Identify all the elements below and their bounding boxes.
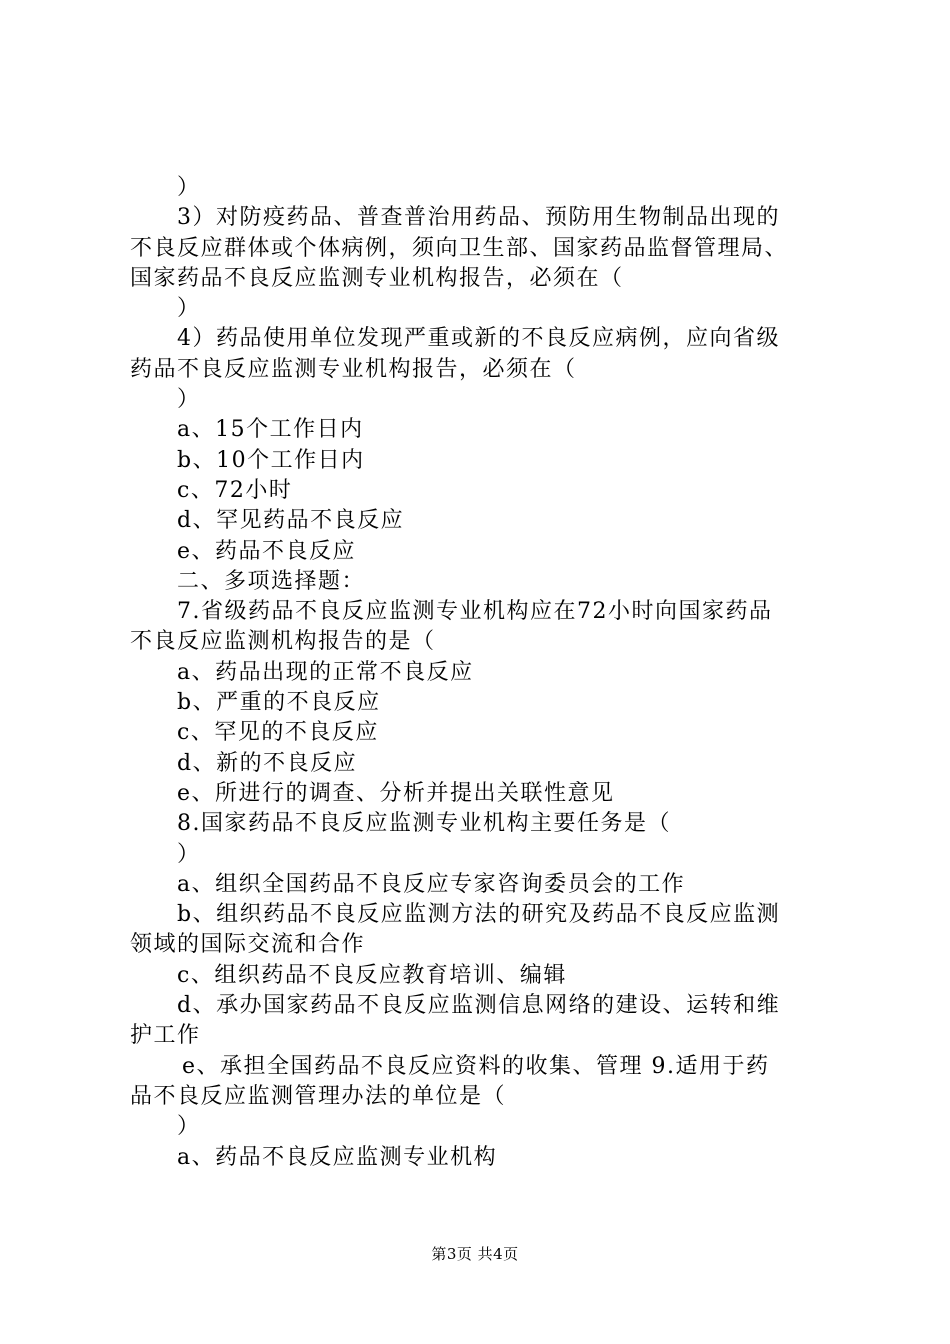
- text-line: ）: [177, 1114, 201, 1140]
- text-line: 不良反应群体或个体病例，须向卫生部、国家药品监督管理局、: [130, 235, 789, 261]
- document-body: [130, 173, 835, 1173]
- text-line: b、10个工作日内: [177, 447, 365, 473]
- text-line: 3）对防疫药品、普查普治用药品、预防用生物制品出现的: [177, 205, 780, 231]
- text-line: e、药品不良反应: [177, 538, 357, 564]
- text-line: 二、多项选择题：: [177, 568, 366, 594]
- text-line: b、严重的不良反应: [177, 690, 381, 716]
- text-line: 品不良反应监测管理办法的单位是（: [130, 1083, 507, 1109]
- text-line: 7.省级药品不良反应监测专业机构应在72小时向国家药品: [177, 599, 773, 625]
- text-line: ）: [177, 387, 201, 413]
- text-line: c、组织药品不良反应教育培训、编辑: [177, 962, 567, 988]
- text-line: c、罕见的不良反应: [177, 720, 379, 746]
- text-line: d、新的不良反应: [177, 750, 358, 776]
- page-footer: 第3页 共4页: [431, 1245, 519, 1263]
- text-line: 4）药品使用单位发现严重或新的不良反应病例，应向省级: [177, 326, 780, 352]
- text-line: b、组织药品不良反应监测方法的研究及药品不良反应监测: [177, 902, 781, 928]
- text-line: e、所进行的调查、分析并提出关联性意见: [177, 780, 615, 806]
- text-line: ）: [177, 175, 201, 200]
- text-line: c、72小时: [177, 477, 293, 503]
- text-line: a、药品出现的正常不良反应: [177, 659, 474, 685]
- text-line: a、15个工作日内: [177, 417, 364, 443]
- text-line: 8.国家药品不良反应监测专业机构主要任务是（: [177, 811, 671, 837]
- text-line: 领域的国际交流和合作: [130, 932, 366, 958]
- text-line: d、罕见药品不良反应: [177, 508, 405, 534]
- text-line: 护工作: [130, 1023, 201, 1049]
- text-line: 不良反应监测机构报告的是（: [130, 629, 436, 655]
- text-line: a、组织全国药品不良反应专家咨询委员会的工作: [177, 871, 686, 897]
- text-line: a、药品不良反应监测专业机构: [177, 1144, 498, 1170]
- text-line: 国家药品不良反应监测专业机构报告，必须在（: [130, 265, 624, 291]
- text-line: ）: [177, 841, 201, 867]
- text-line: 药品不良反应监测专业机构报告，必须在（: [130, 356, 577, 382]
- text-line: d、承办国家药品不良反应监测信息网络的建设、运转和维: [177, 993, 781, 1019]
- text-line: e、承担全国药品不良反应资料的收集、管理 9.适用于药: [182, 1053, 770, 1079]
- text-line: ）: [177, 296, 201, 322]
